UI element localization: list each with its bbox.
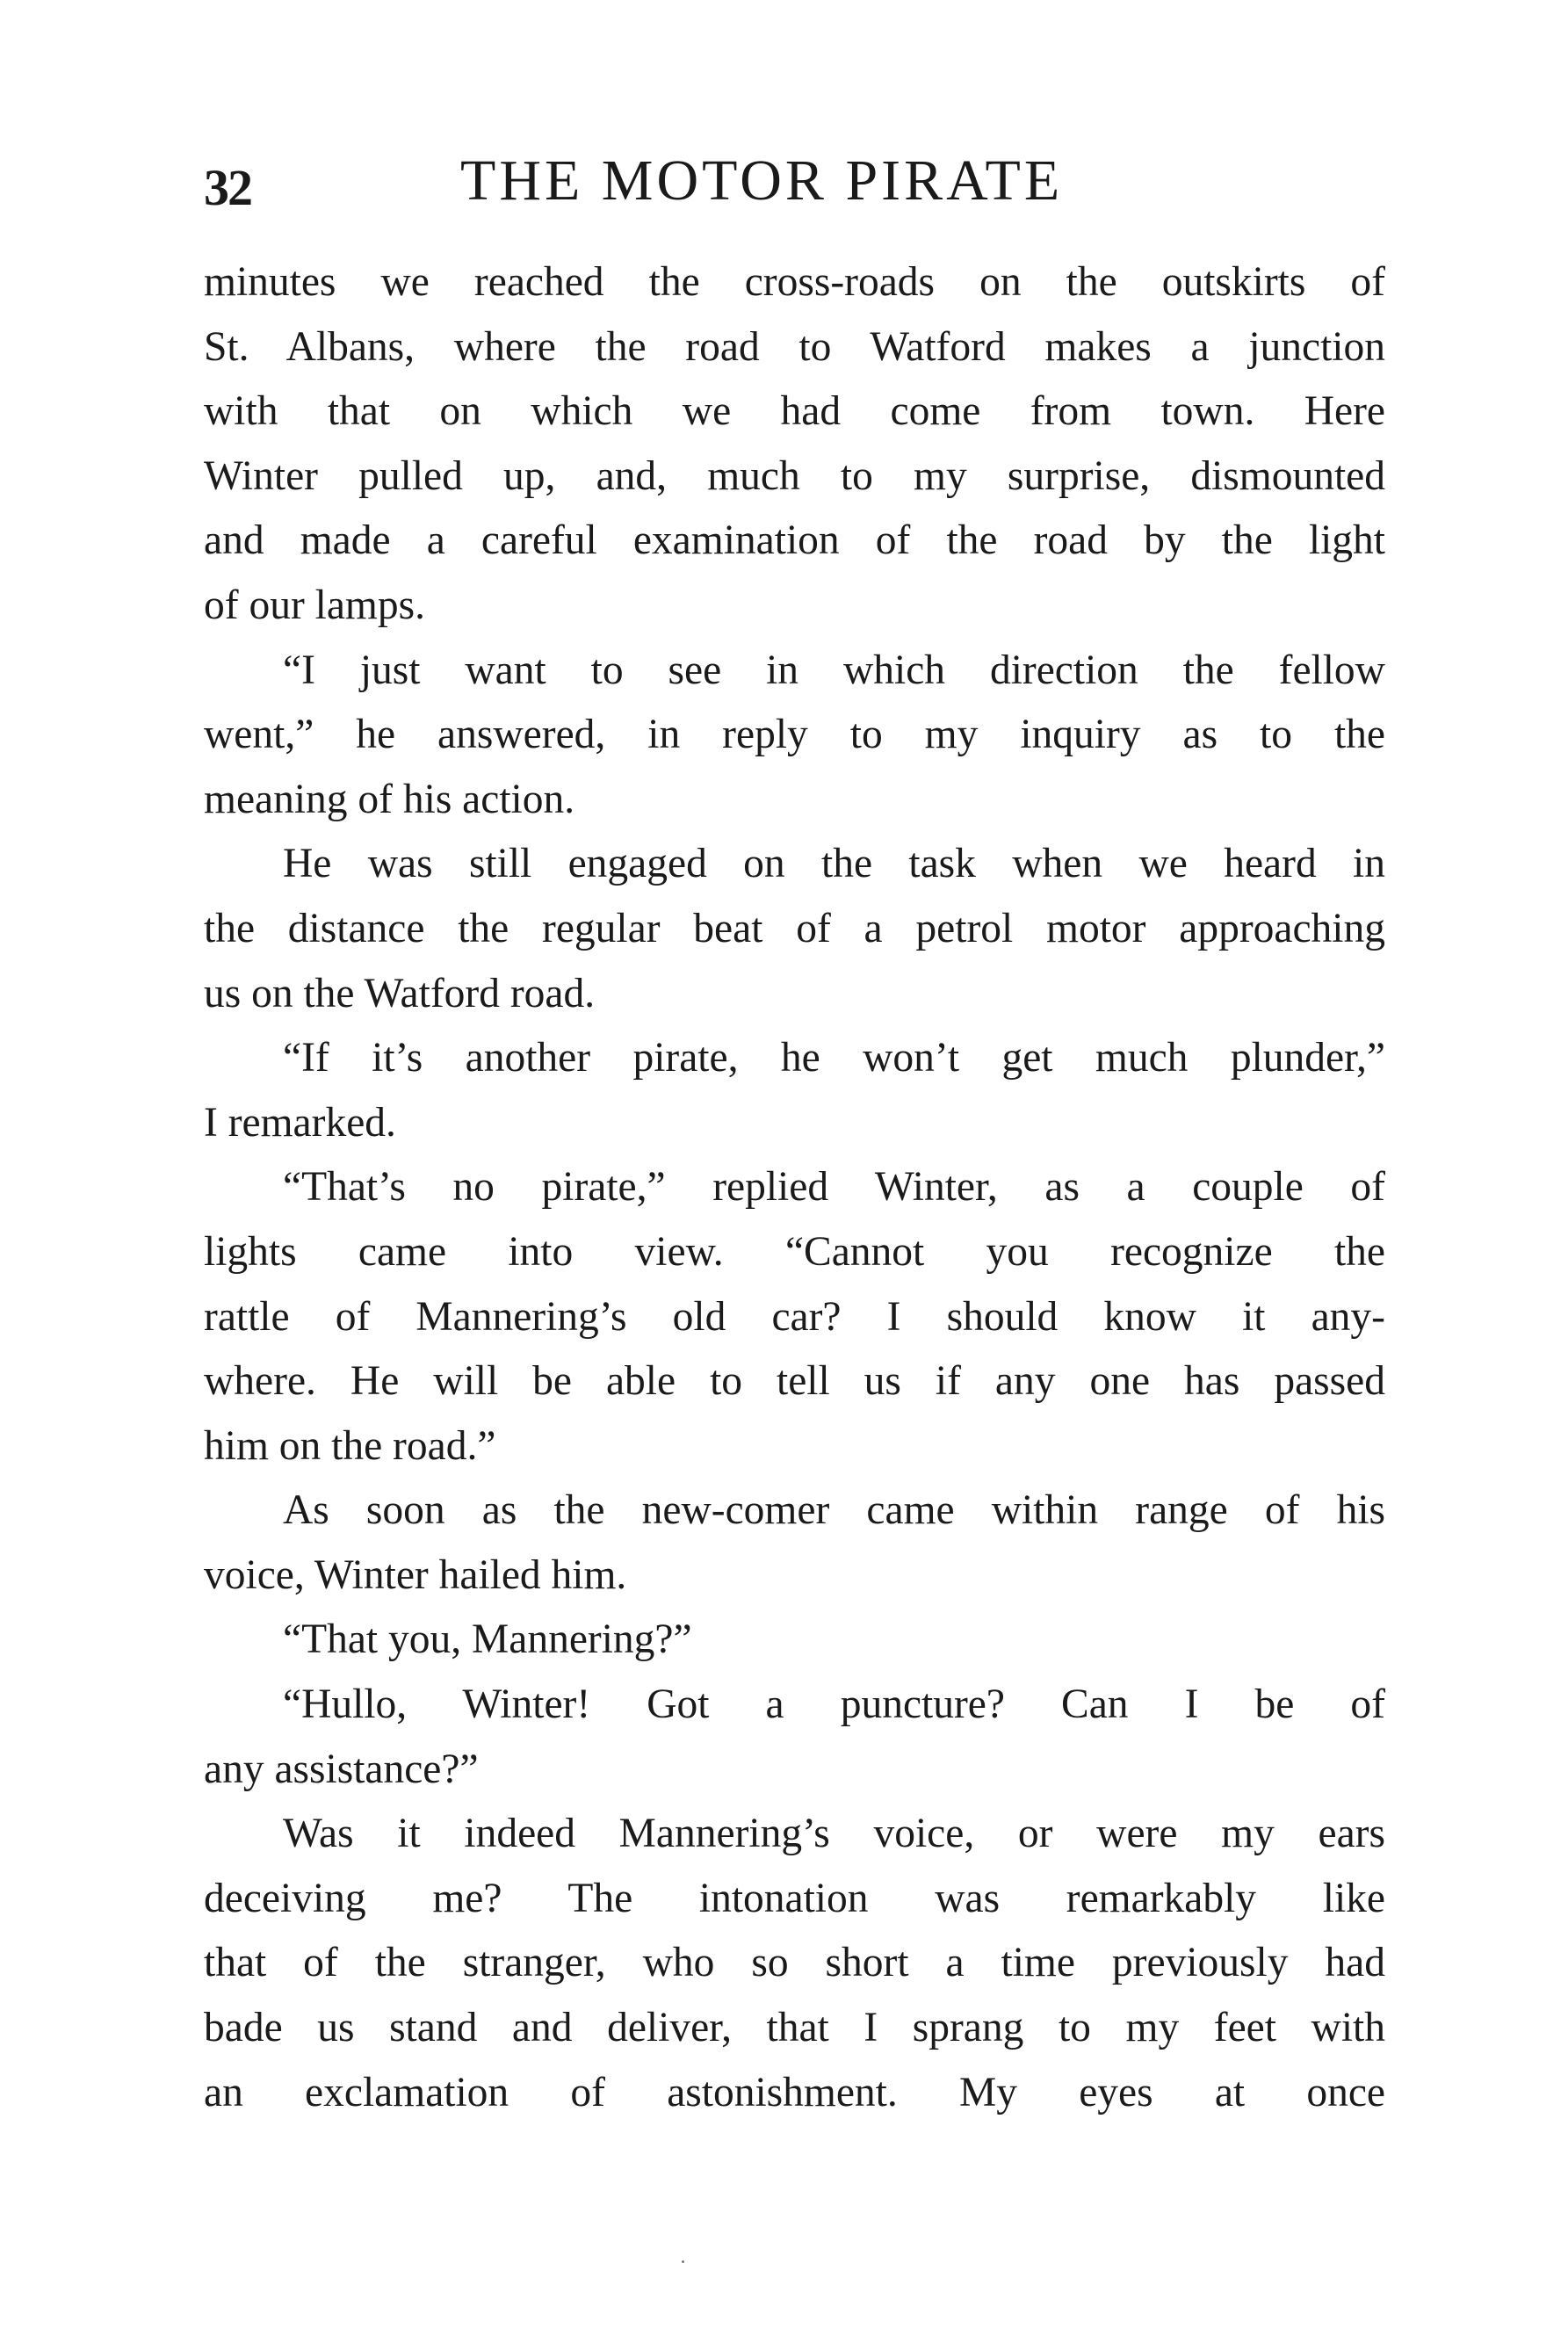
text-line: voice, Winter hailed him.	[204, 1551, 627, 1598]
text-line: with that on which we had come from town. Here	[204, 388, 1385, 435]
text-line: bade us stand and deliver, that I sprang to my feet with	[204, 2005, 1385, 2051]
text-line: deceiving me? The intonation was remarkably like	[204, 1875, 1385, 1921]
text-line: Was it indeed Mannering’s voice, or were my ears	[283, 1811, 1385, 1857]
running-title: THE MOTOR PIRATE	[460, 148, 1064, 213]
text-line: meaning of his action.	[204, 776, 575, 822]
text-line: any assistance?”	[204, 1746, 479, 1792]
text-line: minutes we reached the cross-roads on the outskirts of	[204, 259, 1385, 305]
text-line: “That’s no pirate,” replied Winter, as a couple of	[283, 1164, 1385, 1211]
text-line: an exclamation of astonishment. My eyes at once	[204, 2069, 1385, 2115]
text-line: the distance the regular beat of a petrol motor approaching	[204, 905, 1385, 951]
text-line: of our lamps.	[204, 582, 425, 628]
text-line: I remarked.	[204, 1099, 396, 1146]
text-line: us on the Watford road.	[204, 970, 596, 1016]
text-line: “Hullo, Winter! Got a puncture? Can I be of	[283, 1681, 1385, 1728]
paper-speck	[682, 2260, 684, 2263]
text-line: went,” he answered, in reply to my inquiry as to the	[204, 712, 1385, 758]
text-line: As soon as the new-comer came within range of his	[283, 1487, 1385, 1534]
text-line: him on the road.”	[204, 1422, 496, 1469]
text-line: Winter pulled up, and, much to my surprise, dismounted	[204, 452, 1385, 499]
text-line: that of the stranger, who so short a time previously had	[204, 1940, 1385, 1986]
text-line: where. He will be able to tell us if any one has passed	[204, 1358, 1385, 1405]
text-line: “I just want to see in which direction the fellow	[283, 647, 1385, 693]
page-number: 32	[204, 159, 251, 216]
text-line: and made a careful examination of the road by the light	[204, 517, 1385, 564]
text-line: “If it’s another pirate, he won’t get much plunder,”	[283, 1035, 1385, 1081]
text-line: St. Albans, where the road to Watford makes a junction	[204, 323, 1385, 370]
body-text	[204, 250, 1385, 2125]
text-line: “That you, Mannering?”	[283, 1616, 692, 1663]
text-line: lights came into view. “Cannot you recognize the	[204, 1228, 1385, 1275]
page-header	[204, 148, 1385, 235]
text-line: He was still engaged on the task when we heard in	[283, 841, 1385, 887]
text-line: rattle of Mannering’s old car? I should know it any-	[204, 1293, 1385, 1340]
